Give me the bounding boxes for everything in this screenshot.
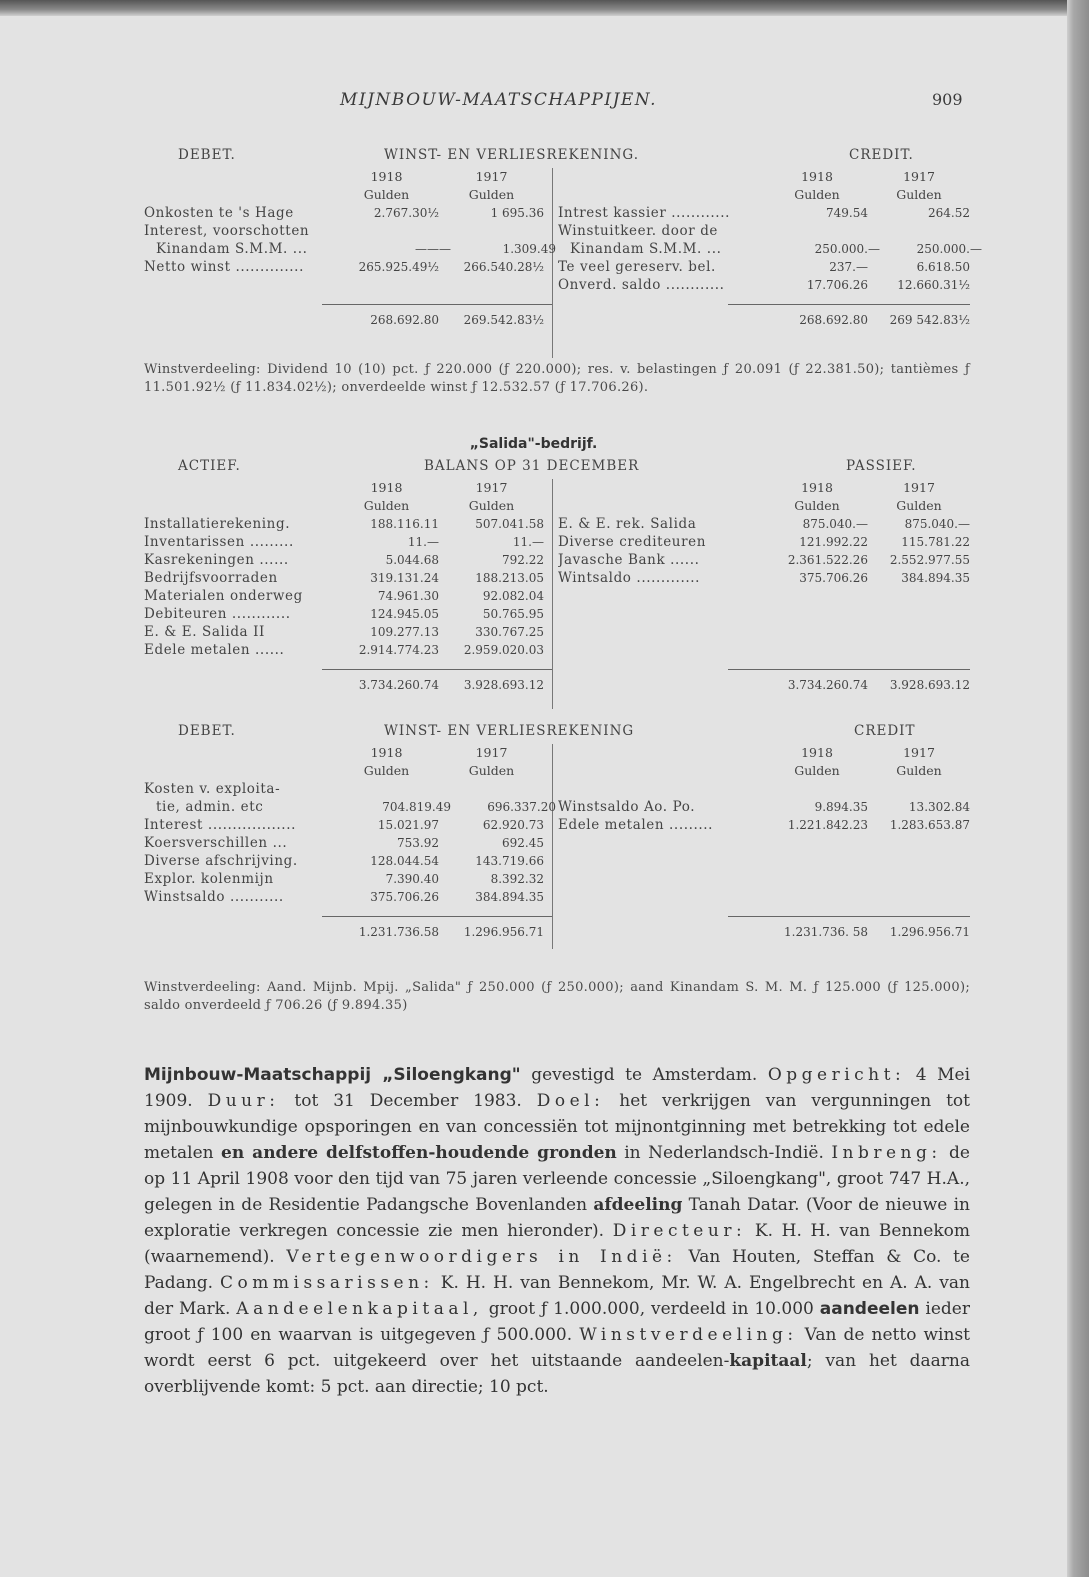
value-1918: 128.044.54 — [370, 854, 439, 868]
row-label: Te veel gereserv. bel. — [558, 259, 716, 275]
row-label: Installatierekening. — [144, 516, 291, 532]
article-text: Van Houten, Steffan & Co. te Padang. — [144, 1247, 970, 1293]
article-text: in Nederlandsch-Indië. — [616, 1143, 832, 1163]
total-1918: 268.692.80 — [370, 313, 439, 327]
row-label: Materialen onderweg — [144, 588, 303, 604]
ledger-row — [558, 533, 970, 551]
article-text: de op 11 April 1908 voor den tijd van 75 jaren verleende concessie „Siloengkang", groot 747 H.A., gelegen in de Residentie Padangsche Bovenlanden — [144, 1143, 970, 1215]
value-1917: 1.309.49 — [502, 242, 556, 256]
ledger-row — [144, 834, 552, 852]
ledger-row — [144, 780, 552, 798]
value-1918: 188.116.11 — [370, 517, 439, 531]
value-1918: 74.961.30 — [377, 589, 439, 603]
row-label: Javasche Bank ...... — [558, 552, 700, 568]
ledger-winst-verlies-1 — [144, 146, 982, 363]
article-text: het verkrijgen van vergunningen tot mijnbouwkundige opsporingen en van concessiën tot mijnontginning met betrekking tot edele metalen — [144, 1091, 970, 1163]
value-1918: 2.767.30½ — [373, 206, 439, 220]
value-1917: 792.22 — [502, 553, 544, 567]
ledger-winst-verlies-2 — [144, 722, 970, 954]
value-1918: 7.390.40 — [385, 872, 439, 886]
unit-label: Gulden — [363, 763, 410, 778]
value-1917: 13.302.84 — [908, 800, 970, 814]
value-1917: 384.894.35 — [901, 571, 970, 585]
unit-label: Gulden — [896, 763, 942, 778]
row-label: Onkosten te 's Hage — [144, 205, 294, 221]
value-1917: 266.540.28½ — [463, 260, 544, 274]
total-1918: 1.231.736. 58 — [784, 925, 868, 939]
ledger-row — [558, 258, 970, 276]
value-1917: 62.920.73 — [482, 818, 544, 832]
total-1917: 3.928.693.12 — [463, 678, 544, 692]
value-1918: 749.54 — [826, 206, 868, 220]
value-1917: 264.52 — [928, 206, 970, 220]
article-text: tot 31 December 1983. — [279, 1091, 537, 1111]
ledger-row — [144, 258, 552, 276]
value-1918: 15.021.97 — [377, 818, 439, 832]
value-1918: 124.945.05 — [370, 607, 439, 621]
value-1917: 6.618.50 — [916, 260, 970, 274]
balans-title: BALANS OP 31 DECEMBER — [424, 458, 640, 474]
year-1918: 1918 — [370, 480, 403, 495]
total-rule — [728, 304, 970, 305]
total-1917: 269 542.83½ — [889, 313, 970, 327]
row-label: Diverse afschrijving. — [144, 853, 298, 869]
row-label: Interest, voorschotten — [144, 223, 310, 239]
ledger-row — [558, 816, 970, 834]
row-label: Onverd. saldo ............ — [558, 277, 725, 293]
article-text: afdeeling — [593, 1195, 683, 1215]
year-1917: 1917 — [475, 745, 508, 760]
ledger-row — [144, 515, 552, 533]
row-label: E. & E. rek. Salida — [558, 516, 697, 532]
article-text: groot ƒ 1.000.000, verdeeld in 10.000 — [482, 1299, 820, 1319]
article-text: ieder groot ƒ 100 en waarvan is uitgegeven ƒ 500.000. — [144, 1299, 970, 1345]
ledger-row — [144, 551, 552, 569]
row-label: Bedrijfsvoorraden — [144, 570, 278, 586]
year-1918: 1918 — [370, 169, 403, 184]
value-1918: 9.894.35 — [814, 800, 868, 814]
ledger-row — [144, 587, 552, 605]
value-1918: 237.— — [829, 260, 868, 274]
ledger-row — [558, 204, 970, 222]
row-label: Intrest kassier ............ — [558, 205, 730, 221]
value-1918: 375.706.26 — [799, 571, 868, 585]
salida-section-title: „Salida"-bedrijf. — [469, 436, 598, 452]
credit-side — [558, 168, 982, 329]
ledger-row — [144, 569, 552, 587]
book-top-edge — [0, 0, 1089, 16]
row-label: Kinandam S.M.M. ... — [570, 241, 722, 257]
key-doel: Doel: — [536, 1091, 605, 1111]
key-duur: Duur: — [207, 1091, 280, 1111]
passief-side — [558, 479, 970, 694]
value-1917: 692.45 — [502, 836, 544, 850]
total-1917: 3.928.693.12 — [889, 678, 970, 692]
ledger-heads — [144, 146, 970, 168]
value-1917: 8.392.32 — [490, 872, 544, 886]
winstverdeeling-note-2: Winstverdeeling: Aand. Mijnb. Mpij. „Salida" ƒ 250.000 (ƒ 250.000); aand Kinandam S. M. M. ƒ 125.000 (ƒ 125.000); saldo onverdeeld ƒ 706.26 (ƒ 9.894.35) — [144, 980, 970, 1013]
year-1918: 1918 — [801, 745, 833, 760]
row-label: Edele metalen ......... — [558, 817, 714, 833]
ledger-row — [144, 852, 552, 870]
credit-head: CREDIT. — [849, 147, 914, 163]
unit-label: Gulden — [794, 763, 840, 778]
ledger-title: WINST- EN VERLIESREKENING — [384, 723, 635, 739]
unit-label: Gulden — [363, 187, 410, 202]
year-1918: 1918 — [801, 169, 833, 184]
total-1918: 3.734.260.74 — [787, 678, 868, 692]
ledger-row — [558, 798, 970, 816]
actief-side — [144, 479, 552, 694]
value-1918: 121.992.22 — [799, 535, 868, 549]
year-1918: 1918 — [801, 480, 833, 495]
row-label: Kinandam S.M.M. ... — [156, 241, 308, 257]
value-1918: 319.131.24 — [370, 571, 439, 585]
column-divider — [552, 479, 553, 709]
row-label: Netto winst .............. — [144, 259, 304, 275]
year-1917: 1917 — [903, 480, 935, 495]
value-1918: 11.— — [407, 535, 439, 549]
value-1917: 11.— — [512, 535, 544, 549]
ledger-title: WINST- EN VERLIESREKENING. — [384, 147, 640, 163]
total-rule — [728, 916, 970, 917]
year-1917: 1917 — [903, 169, 935, 184]
ledger-body — [144, 168, 982, 363]
debet-head: DEBET. — [178, 723, 236, 739]
row-label: Koersverschillen ... — [144, 835, 288, 851]
row-label: E. & E. Salida II — [144, 624, 265, 640]
total-row — [144, 923, 552, 941]
ledger-row — [558, 276, 970, 294]
total-1917: 1.296.956.71 — [463, 925, 544, 939]
total-row — [144, 676, 552, 694]
total-1918: 3.734.260.74 — [358, 678, 439, 692]
value-1918: 753.92 — [397, 836, 439, 850]
value-1917: 143.719.66 — [475, 854, 544, 868]
row-label: Kasrekeningen ...... — [144, 552, 289, 568]
total-row — [144, 311, 552, 329]
siloengkang-article — [144, 1062, 970, 1400]
balans-sheet — [144, 457, 970, 709]
total-row — [558, 923, 970, 941]
value-1918: ——— — [415, 242, 451, 256]
passief-head: PASSIEF. — [846, 458, 917, 474]
ledger-row — [144, 204, 552, 222]
row-label: Edele metalen ...... — [144, 642, 285, 658]
value-1918: 17.706.26 — [806, 278, 868, 292]
article-text: 4 Mei 1909. — [144, 1065, 971, 1111]
value-1917: 384.894.35 — [475, 890, 544, 904]
key-inbreng: Inbreng: — [831, 1143, 942, 1163]
ledger-row — [144, 623, 552, 641]
actief-head: ACTIEF. — [178, 458, 241, 474]
book-spine-edge — [1067, 0, 1089, 1577]
page-number: 909 — [932, 90, 963, 109]
ledger-row — [558, 780, 970, 798]
debit-side — [144, 744, 556, 941]
value-1918: 375.706.26 — [370, 890, 439, 904]
year-1917: 1917 — [903, 745, 935, 760]
winstverdeeling-note-1: Winstverdeeling: Dividend 10 (10) pct. ƒ 220.000 (ƒ 220.000); res. v. belastingen ƒ 20.091 (ƒ 22.381.50); tantièmes ƒ 11.501.92½ (ƒ 11.834.02½); onverdeelde winst ƒ 12.532.57 (ƒ 17.706.26). — [144, 362, 970, 395]
year-1917: 1917 — [475, 480, 508, 495]
total-rule — [322, 304, 552, 305]
running-head — [0, 90, 1067, 116]
value-1917: 115.781.22 — [901, 535, 970, 549]
value-1918: 5.044.68 — [385, 553, 439, 567]
ledger-heads — [144, 722, 970, 744]
value-1917: 2.552.977.55 — [889, 553, 970, 567]
row-label: Winstsaldo Ao. Po. — [558, 799, 696, 815]
row-label: Inventarissen ......... — [144, 534, 294, 550]
unit-label: Gulden — [468, 498, 515, 513]
row-label: Interest .................. — [144, 817, 296, 833]
value-1917: 50.765.95 — [482, 607, 544, 621]
key-opgericht: Opgericht: — [767, 1065, 906, 1085]
value-1918: 2.914.774.23 — [358, 643, 439, 657]
ledger-row — [558, 551, 970, 569]
value-1918: 704.819.49 — [382, 800, 451, 814]
value-1917: 188.213.05 — [475, 571, 544, 585]
value-1917: 12.660.31½ — [897, 278, 970, 292]
article-text: Van de netto winst wordt eerst 6 pct. uitgekeerd over het uitstaande aandeelen- — [144, 1325, 970, 1371]
ledger-row — [558, 222, 970, 240]
key-vertegenwoordigers: Vertegenwoordigers in Indië: — [286, 1247, 677, 1267]
company-name: Mijnbouw-Maatschappij „Siloengkang" — [144, 1065, 521, 1085]
debet-head: DEBET. — [178, 147, 236, 163]
ledger-row — [144, 798, 556, 816]
total-1917: 1.296.956.71 — [889, 925, 970, 939]
row-label: Diverse crediteuren — [558, 534, 707, 550]
value-1917: 696.337.20 — [487, 800, 556, 814]
credit-head: CREDIT — [854, 723, 916, 739]
row-label: Winstuitkeer. door de — [558, 223, 719, 239]
column-divider — [552, 744, 553, 949]
total-row — [558, 311, 970, 329]
value-1918: 1.221.842.23 — [787, 818, 868, 832]
unit-label: Gulden — [896, 498, 942, 513]
key-directeur: Directeur: — [612, 1221, 747, 1241]
total-rule — [322, 916, 552, 917]
year-1917: 1917 — [475, 169, 508, 184]
value-1918: 2.361.522.26 — [787, 553, 868, 567]
value-1918: 109.277.13 — [370, 625, 439, 639]
ledger-row — [558, 515, 970, 533]
ledger-row — [144, 533, 552, 551]
article-text: Tanah Datar. (Voor de nieuwe in exploratie verkregen concessie zie men hieronder). — [144, 1195, 970, 1241]
ledger-row — [144, 605, 552, 623]
row-label: Winstsaldo ........... — [144, 889, 284, 905]
row-label — [558, 780, 766, 798]
unit-label: Gulden — [794, 187, 840, 202]
total-1918: 1.231.736.58 — [358, 925, 439, 939]
article-text: en andere delfstoffen-houdende gronden — [221, 1143, 617, 1163]
ledger-row — [558, 569, 970, 587]
ledger-body — [144, 744, 970, 954]
unit-label: Gulden — [363, 498, 410, 513]
row-label: Kosten v. exploita- — [144, 781, 281, 797]
article-text: K. H. H. van Bennekom (waarnemend). — [144, 1221, 970, 1267]
value-1917: 330.767.25 — [475, 625, 544, 639]
article-text: aandeelen — [819, 1299, 920, 1319]
value-1918: 265.925.49½ — [358, 260, 439, 274]
ledger-row — [144, 870, 552, 888]
ledger-body — [144, 479, 970, 709]
ledger-row — [144, 222, 552, 240]
value-1918: 250.000.— — [814, 242, 880, 256]
key-aandeelenkapitaal: Aandeelenkapitaal, — [236, 1299, 483, 1319]
key-winstverdeeling: Winstverdeeling: — [579, 1325, 798, 1345]
total-1917: 269.542.83½ — [463, 313, 544, 327]
ledger-row — [144, 888, 552, 906]
value-1917: 92.082.04 — [482, 589, 544, 603]
ledger-row — [144, 641, 552, 659]
value-1917: 507.041.58 — [475, 517, 544, 531]
row-label: Debiteuren ............ — [144, 606, 291, 622]
year-1918: 1918 — [370, 745, 403, 760]
column-divider — [552, 168, 553, 358]
article-text: ; van het daarna overblijvende komt: 5 pct. aan directie; 10 pct. — [144, 1351, 971, 1397]
unit-label: Gulden — [896, 187, 942, 202]
value-1917: 1 695.36 — [490, 206, 544, 220]
value-1918: 875.040.— — [802, 517, 868, 531]
running-title: MIJNBOUW-MAATSCHAPPIJEN. — [340, 90, 657, 110]
unit-label: Gulden — [794, 498, 840, 513]
article-text: gevestigd te Amsterdam. — [520, 1065, 768, 1085]
credit-side — [558, 744, 970, 941]
total-1918: 268.692.80 — [799, 313, 868, 327]
debit-side — [144, 168, 556, 329]
value-1917: 1.283.653.87 — [889, 818, 970, 832]
ledger-row — [144, 240, 556, 258]
row-label: Explor. kolenmijn — [144, 871, 274, 887]
value-1917: 2.959.020.03 — [463, 643, 544, 657]
ledger-heads — [144, 457, 970, 479]
value-1917: 250.000.— — [916, 242, 982, 256]
total-rule — [728, 669, 970, 670]
value-1917: 875.040.— — [904, 517, 970, 531]
row-label: tie, admin. etc — [156, 799, 264, 815]
row-label: Wintsaldo ............. — [558, 570, 701, 586]
total-rule — [322, 669, 552, 670]
unit-label: Gulden — [468, 763, 515, 778]
total-row — [558, 676, 970, 694]
article-text: K. H. H. van Bennekom, Mr. W. A. Engelbrecht en A. A. van der Mark. — [144, 1273, 970, 1319]
ledger-row — [558, 240, 982, 258]
book-page — [0, 16, 1067, 1577]
key-commissarissen: Commissarissen: — [220, 1273, 434, 1293]
unit-label: Gulden — [468, 187, 515, 202]
article-text: kapitaal — [729, 1351, 807, 1371]
ledger-row — [144, 816, 552, 834]
